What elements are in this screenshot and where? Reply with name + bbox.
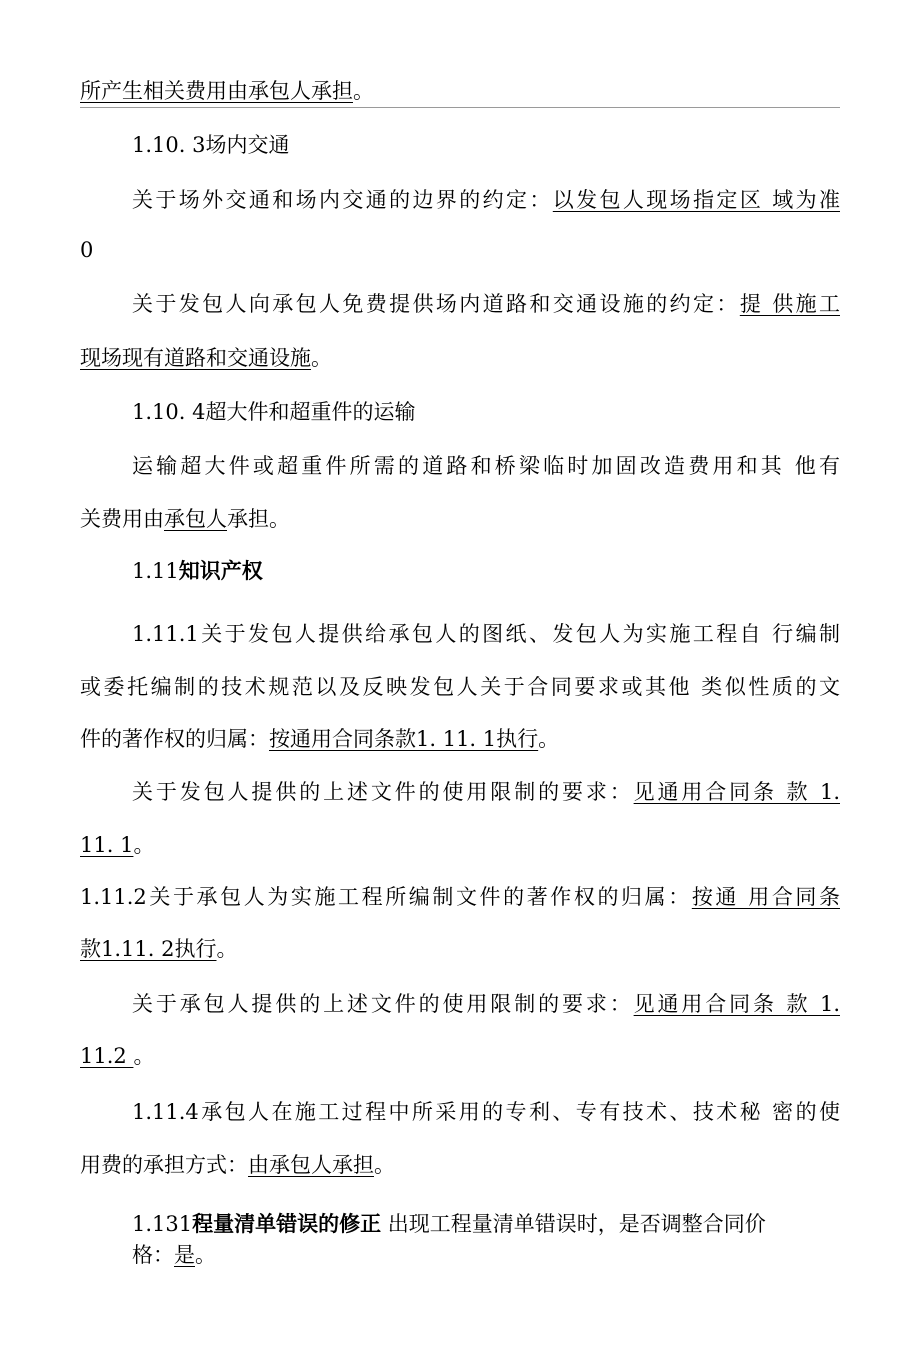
- underlined-text: 承包人: [164, 507, 227, 531]
- text-line-6: [80, 343, 840, 373]
- text-line-14: [80, 777, 840, 807]
- underlined-text: 现场现有道路和交通设施: [80, 346, 311, 370]
- text-run: 1.10. 4超大件和超重件的运输: [132, 400, 416, 424]
- text-line-20: [80, 1097, 840, 1127]
- text-run: 格：: [132, 1243, 174, 1267]
- text-line-1: [80, 76, 840, 106]
- underlined-text: 提 供施工: [739, 292, 840, 316]
- text-line-21: [80, 1150, 840, 1180]
- text-run: 用费的承担方式：: [80, 1153, 248, 1177]
- text-line-4: [80, 235, 840, 265]
- bold-heading-text: 知识产权: [178, 559, 263, 583]
- underlined-text: 见通用合同条 款 1.: [633, 992, 840, 1016]
- text-line-23: [80, 1240, 840, 1270]
- header-rule: [80, 107, 840, 108]
- text-run: 1.11: [132, 559, 179, 583]
- text-run: 出现工程量清单错误时，是否调整合同价: [381, 1212, 766, 1236]
- section-heading-1-10-4: [80, 397, 840, 427]
- text-run: 。: [216, 937, 238, 961]
- text-run: 件的著作权的归属：: [80, 727, 269, 751]
- text-line-12: [80, 672, 840, 702]
- underlined-text: 款1.11. 2执行: [80, 937, 217, 961]
- text-line-9: [80, 504, 840, 534]
- text-line-11: [80, 619, 840, 649]
- text-line-18: [80, 989, 840, 1019]
- text-line-17: [80, 934, 840, 964]
- underlined-text: 11. 1: [80, 833, 134, 857]
- text-run: 。: [133, 833, 155, 857]
- section-heading-1-13: [80, 1209, 840, 1239]
- text-run: 。: [353, 79, 374, 103]
- text-run: 。: [195, 1243, 216, 1267]
- text-line-5: [80, 289, 840, 319]
- text-line-19: [80, 1041, 840, 1071]
- text-run: 关于发包人提供的上述文件的使用限制的要求：: [132, 780, 634, 804]
- bold-heading-text: 程量清单错误的修正: [192, 1212, 382, 1236]
- text-run: 运输超大件或超重件所需的道路和桥梁临时加固改造费用和其 他有: [132, 454, 840, 478]
- underlined-text: 见通用合同条 款 1.: [633, 780, 840, 804]
- text-run: 1.11.1关于发包人提供给承包人的图纸、发包人为实施工程自 行编制: [132, 622, 840, 646]
- text-run: 。: [374, 1153, 395, 1177]
- text-run: 关费用由: [80, 507, 164, 531]
- text-line-16: [80, 882, 840, 912]
- text-line-15: [80, 830, 840, 860]
- text-line-8: [80, 451, 840, 481]
- text-run: 或委托编制的技术规范以及反映发包人关于合同要求或其他 类似性质的文: [80, 675, 840, 699]
- section-heading-1-10-3: [80, 130, 840, 160]
- section-heading-1-11: [80, 556, 840, 586]
- text-run: 关于发包人向承包人免费提供场内道路和交通设施的约定：: [132, 292, 740, 316]
- text-run: 关于场外交通和场内交通的边界的约定：: [132, 188, 553, 212]
- underlined-text: 由承包人承担: [248, 1153, 374, 1177]
- text-run: 1.11.2关于承包人为实施工程所编制文件的著作权的归属：: [80, 885, 692, 909]
- text-run: 0: [80, 238, 94, 262]
- text-run: 1.11.4承包人在施工过程中所采用的专利、专有技术、技术秘 密的使: [132, 1100, 840, 1124]
- underlined-text: 所产生相关费用由承包人承担: [80, 79, 353, 103]
- text-run: 。: [133, 1044, 155, 1068]
- underlined-text: 按通用合同条款1. 11. 1执行: [269, 727, 539, 751]
- text-run: 关于承包人提供的上述文件的使用限制的要求：: [132, 992, 634, 1016]
- text-run: 1.131: [132, 1212, 193, 1236]
- underlined-text: 以发包人现场指定区 域为准: [552, 188, 840, 212]
- text-run: 。: [538, 727, 560, 751]
- underlined-text: 按通 用合同条: [691, 885, 840, 909]
- text-line-13: [80, 724, 840, 754]
- text-run: 。: [311, 346, 332, 370]
- text-run: 承担。: [227, 507, 290, 531]
- text-line-3: [80, 185, 840, 215]
- text-run: 1.10. 3场内交通: [132, 133, 290, 157]
- underlined-text: 11.2: [80, 1044, 134, 1068]
- underlined-text: 是: [174, 1243, 195, 1267]
